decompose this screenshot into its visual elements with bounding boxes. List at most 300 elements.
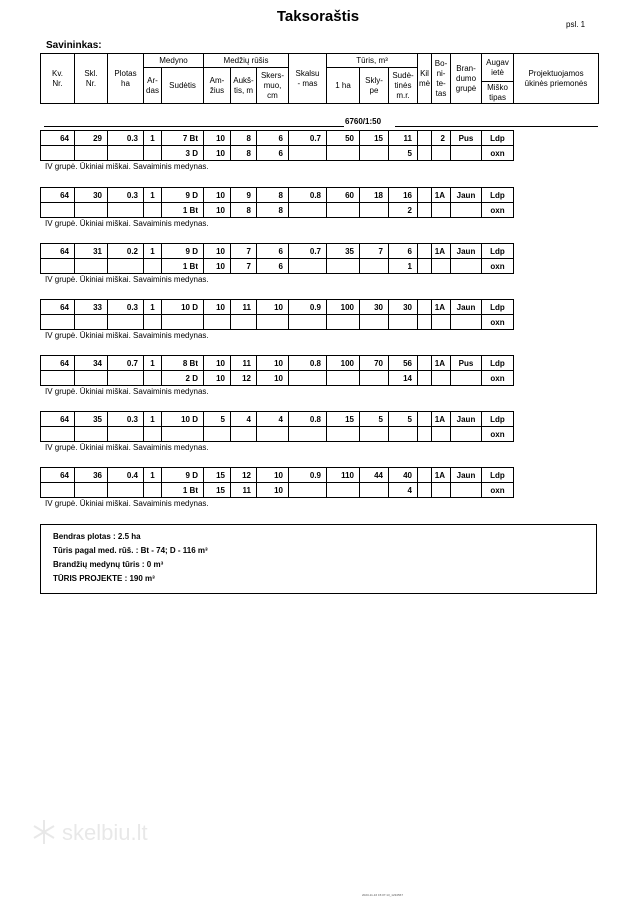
cell-brandumo: Pus xyxy=(451,131,482,146)
cell-sudetis xyxy=(162,427,204,442)
cell-plotas xyxy=(108,427,144,442)
cell-skersmuo: 6 xyxy=(257,146,289,161)
cell-t1ha xyxy=(327,259,360,274)
cell-amzius: 5 xyxy=(204,412,231,427)
cell-sklype: 7 xyxy=(360,244,389,259)
cell-augaviete: Ldp xyxy=(482,244,514,259)
cell-skersmuo: 6 xyxy=(257,131,289,146)
cell-plotas xyxy=(108,483,144,498)
cell-plotas: 0.4 xyxy=(108,468,144,483)
cell-sudetis xyxy=(162,315,204,330)
cell-kv: 64 xyxy=(41,468,75,483)
cell-misko-tipas: oxn xyxy=(482,146,514,161)
cell-sklype: 30 xyxy=(360,300,389,315)
cell-sklype xyxy=(360,315,389,330)
cell-t1ha: 50 xyxy=(327,131,360,146)
cell-kilme xyxy=(418,371,432,386)
header-skersmuo: Skers- muo, cm xyxy=(257,68,289,104)
cell-sudetis: 1 Bt xyxy=(162,203,204,218)
header-sudetis: Sudėtis xyxy=(162,68,204,104)
cell-sklype: 15 xyxy=(360,131,389,146)
cell-ardas: 1 xyxy=(144,300,162,315)
cell-skersmuo: 8 xyxy=(257,188,289,203)
cell-ardas xyxy=(144,427,162,442)
summary-box xyxy=(40,524,597,594)
cell-augaviete: Ldp xyxy=(482,412,514,427)
header-brandumo: Bran- dumo grupė xyxy=(451,54,482,104)
cell-ardas xyxy=(144,203,162,218)
cell-auksis: 7 xyxy=(231,259,257,274)
header-medziu-rusis: Medžių rūšis xyxy=(204,54,289,68)
header-medyno: Medyno xyxy=(144,54,204,68)
stand-table xyxy=(40,187,599,218)
header-skalsumas: Skalsu - mas xyxy=(289,54,327,104)
cell-skl: 36 xyxy=(75,468,108,483)
cell-skersmuo: 10 xyxy=(257,371,289,386)
header-projektuojamos: Projektuojamos ūkinės priemonės xyxy=(514,54,599,104)
cell-kv xyxy=(41,315,75,330)
cell-amzius: 10 xyxy=(204,259,231,274)
cell-sudetis: 2 D xyxy=(162,371,204,386)
cell-kv xyxy=(41,203,75,218)
cell-brandumo xyxy=(451,259,482,274)
cell-kv: 64 xyxy=(41,131,75,146)
cell-ardas xyxy=(144,146,162,161)
cell-auksis: 12 xyxy=(231,371,257,386)
stand-note: IV grupė. Ūkiniai miškai. Savaiminis medynas. xyxy=(45,387,209,396)
cell-projektuojamos xyxy=(514,300,599,315)
table-row xyxy=(41,131,599,146)
table-row xyxy=(41,412,599,427)
cell-projektuojamos xyxy=(514,244,599,259)
header-plotas: Plotas ha xyxy=(108,54,144,104)
cell-sudetis: 7 Bt xyxy=(162,131,204,146)
cell-sudetis: 9 D xyxy=(162,188,204,203)
cell-ardas xyxy=(144,259,162,274)
cell-bonitetas: 1A xyxy=(432,412,451,427)
cell-plotas xyxy=(108,259,144,274)
cell-t1ha: 60 xyxy=(327,188,360,203)
cell-sudetines: 4 xyxy=(389,483,418,498)
cell-amzius: 10 xyxy=(204,244,231,259)
section-label: 6760/1:50 xyxy=(345,117,382,126)
cell-misko-tipas: oxn xyxy=(482,427,514,442)
header-ardas: Ar- das xyxy=(144,68,162,104)
stand-table xyxy=(40,299,599,330)
cell-skalsumas xyxy=(289,371,327,386)
cell-amzius xyxy=(204,427,231,442)
cell-skl xyxy=(75,371,108,386)
cell-kv xyxy=(41,371,75,386)
cell-sklype xyxy=(360,427,389,442)
stand-table xyxy=(40,243,599,274)
cell-sudetines: 14 xyxy=(389,371,418,386)
cell-auksis: 8 xyxy=(231,203,257,218)
cell-sudetines xyxy=(389,315,418,330)
table-row xyxy=(41,146,599,161)
cell-auksis: 4 xyxy=(231,412,257,427)
table-row xyxy=(41,259,599,274)
cell-kilme xyxy=(418,300,432,315)
cell-misko-tipas: oxn xyxy=(482,203,514,218)
cell-sudetines: 2 xyxy=(389,203,418,218)
cell-plotas xyxy=(108,315,144,330)
cell-bonitetas xyxy=(432,427,451,442)
cell-skl: 34 xyxy=(75,356,108,371)
summary-mature-volume: Brandžių medynų tūris : 0 m³ xyxy=(53,560,164,569)
cell-auksis: 12 xyxy=(231,468,257,483)
cell-ardas: 1 xyxy=(144,468,162,483)
header-1ha: 1 ha xyxy=(327,68,360,104)
cell-skl xyxy=(75,483,108,498)
cell-plotas: 0.7 xyxy=(108,356,144,371)
stand-table xyxy=(40,130,599,161)
cell-ardas xyxy=(144,371,162,386)
cell-t1ha xyxy=(327,427,360,442)
cell-t1ha: 100 xyxy=(327,300,360,315)
cell-sklype xyxy=(360,259,389,274)
cell-plotas xyxy=(108,371,144,386)
header-kilme: Kil mė xyxy=(418,54,432,104)
cell-skl: 30 xyxy=(75,188,108,203)
cell-amzius: 10 xyxy=(204,356,231,371)
cell-amzius xyxy=(204,315,231,330)
cell-bonitetas xyxy=(432,483,451,498)
cell-augaviete: Ldp xyxy=(482,468,514,483)
cell-bonitetas: 1A xyxy=(432,244,451,259)
cell-kilme xyxy=(418,315,432,330)
cell-augaviete: Ldp xyxy=(482,131,514,146)
cell-brandumo: Jaun xyxy=(451,244,482,259)
cell-kv: 64 xyxy=(41,356,75,371)
cell-auksis: 11 xyxy=(231,356,257,371)
cell-skl: 29 xyxy=(75,131,108,146)
cell-kilme xyxy=(418,412,432,427)
cell-skl xyxy=(75,259,108,274)
cell-skalsumas xyxy=(289,315,327,330)
summary-project-volume: TŪRIS PROJEKTE : 190 m³ xyxy=(53,574,155,583)
cell-augaviete: Ldp xyxy=(482,188,514,203)
cell-kv: 64 xyxy=(41,300,75,315)
stand-note: IV grupė. Ūkiniai miškai. Savaiminis medynas. xyxy=(45,443,209,452)
cell-brandumo xyxy=(451,203,482,218)
cell-skersmuo: 6 xyxy=(257,244,289,259)
cell-misko-tipas: oxn xyxy=(482,371,514,386)
cell-kv: 64 xyxy=(41,412,75,427)
section-rule xyxy=(395,126,598,127)
cell-skalsumas xyxy=(289,483,327,498)
cell-sklype xyxy=(360,203,389,218)
cell-bonitetas xyxy=(432,259,451,274)
cell-sudetis: 10 D xyxy=(162,412,204,427)
cell-sklype xyxy=(360,146,389,161)
cell-skersmuo: 10 xyxy=(257,468,289,483)
cell-sklype xyxy=(360,371,389,386)
cell-sudetines: 30 xyxy=(389,300,418,315)
cell-plotas: 0.3 xyxy=(108,412,144,427)
cell-sudetines xyxy=(389,427,418,442)
cell-t1ha xyxy=(327,315,360,330)
page-number: psl. 1 xyxy=(566,20,586,29)
cell-sklype: 18 xyxy=(360,188,389,203)
owner-label: Savininkas: xyxy=(46,40,102,51)
cell-kv xyxy=(41,483,75,498)
cell-skalsumas: 0.8 xyxy=(289,412,327,427)
cell-sudetis: 3 D xyxy=(162,146,204,161)
stand-table xyxy=(40,355,599,386)
cell-auksis: 9 xyxy=(231,188,257,203)
cell-skersmuo: 10 xyxy=(257,483,289,498)
cell-ardas: 1 xyxy=(144,244,162,259)
stand-note: IV grupė. Ūkiniai miškai. Savaiminis medynas. xyxy=(45,331,209,340)
cell-auksis xyxy=(231,427,257,442)
cell-bonitetas xyxy=(432,203,451,218)
cell-sudetines: 56 xyxy=(389,356,418,371)
cell-auksis: 11 xyxy=(231,483,257,498)
header-auksis: Aukš- tis, m xyxy=(231,68,257,104)
cell-projektuojamos xyxy=(514,371,599,386)
cell-plotas: 0.2 xyxy=(108,244,144,259)
cell-projektuojamos xyxy=(514,131,599,146)
cell-projektuojamos xyxy=(514,146,599,161)
snowflake-logo-icon xyxy=(32,812,192,852)
summary-total-area: Bendras plotas : 2.5 ha xyxy=(53,532,141,541)
cell-skl xyxy=(75,203,108,218)
cell-skl: 33 xyxy=(75,300,108,315)
cell-t1ha: 110 xyxy=(327,468,360,483)
cell-projektuojamos xyxy=(514,468,599,483)
cell-amzius: 15 xyxy=(204,483,231,498)
table-row xyxy=(41,371,599,386)
header-bonitetas: Bo- ni- te- tas xyxy=(432,54,451,104)
table-row xyxy=(41,300,599,315)
cell-projektuojamos xyxy=(514,356,599,371)
cell-bonitetas: 2 xyxy=(432,131,451,146)
cell-skalsumas xyxy=(289,427,327,442)
watermark xyxy=(32,812,192,852)
cell-skalsumas xyxy=(289,146,327,161)
cell-auksis: 7 xyxy=(231,244,257,259)
cell-ardas: 1 xyxy=(144,412,162,427)
table-row xyxy=(41,203,599,218)
cell-amzius: 10 xyxy=(204,203,231,218)
cell-kv xyxy=(41,259,75,274)
cell-amzius: 10 xyxy=(204,146,231,161)
stand-note: IV grupė. Ūkiniai miškai. Savaiminis medynas. xyxy=(45,219,209,228)
cell-sudetines: 40 xyxy=(389,468,418,483)
cell-bonitetas: 1A xyxy=(432,300,451,315)
cell-projektuojamos xyxy=(514,315,599,330)
cell-brandumo xyxy=(451,483,482,498)
cell-kv xyxy=(41,146,75,161)
cell-projektuojamos xyxy=(514,188,599,203)
cell-skersmuo xyxy=(257,427,289,442)
table-row xyxy=(41,427,599,442)
cell-projektuojamos xyxy=(514,259,599,274)
cell-skl xyxy=(75,315,108,330)
cell-brandumo: Jaun xyxy=(451,468,482,483)
cell-bonitetas: 1A xyxy=(432,356,451,371)
cell-amzius: 15 xyxy=(204,468,231,483)
cell-amzius: 10 xyxy=(204,371,231,386)
cell-sudetines: 6 xyxy=(389,244,418,259)
cell-skersmuo: 4 xyxy=(257,412,289,427)
cell-kilme xyxy=(418,146,432,161)
cell-bonitetas xyxy=(432,146,451,161)
cell-kv: 64 xyxy=(41,244,75,259)
cell-brandumo xyxy=(451,315,482,330)
cell-skl xyxy=(75,146,108,161)
cell-amzius: 10 xyxy=(204,188,231,203)
cell-misko-tipas: oxn xyxy=(482,483,514,498)
cell-kilme xyxy=(418,483,432,498)
cell-brandumo: Jaun xyxy=(451,412,482,427)
cell-t1ha xyxy=(327,371,360,386)
table-row xyxy=(41,356,599,371)
cell-brandumo: Jaun xyxy=(451,300,482,315)
cell-kilme xyxy=(418,244,432,259)
cell-auksis: 8 xyxy=(231,146,257,161)
stand-note: IV grupė. Ūkiniai miškai. Savaiminis medynas. xyxy=(45,499,209,508)
cell-kilme xyxy=(418,259,432,274)
cell-skalsumas: 0.9 xyxy=(289,468,327,483)
cell-sudetis: 9 D xyxy=(162,468,204,483)
cell-augaviete: Ldp xyxy=(482,356,514,371)
cell-sudetis: 10 D xyxy=(162,300,204,315)
cell-brandumo xyxy=(451,371,482,386)
cell-bonitetas: 1A xyxy=(432,188,451,203)
cell-ardas: 1 xyxy=(144,356,162,371)
cell-plotas: 0.3 xyxy=(108,131,144,146)
cell-t1ha: 35 xyxy=(327,244,360,259)
cell-kilme xyxy=(418,356,432,371)
cell-sudetis: 8 Bt xyxy=(162,356,204,371)
cell-misko-tipas: oxn xyxy=(482,259,514,274)
cell-skalsumas: 0.9 xyxy=(289,300,327,315)
cell-skalsumas: 0.7 xyxy=(289,131,327,146)
cell-kilme xyxy=(418,468,432,483)
cell-auksis: 8 xyxy=(231,131,257,146)
cell-sudetines: 16 xyxy=(389,188,418,203)
header-augaviete: Augav ietė xyxy=(482,54,514,82)
header-skl: Skl. Nr. xyxy=(75,54,108,104)
cell-skersmuo: 10 xyxy=(257,356,289,371)
cell-skersmuo xyxy=(257,315,289,330)
cell-kilme xyxy=(418,203,432,218)
cell-sudetines: 1 xyxy=(389,259,418,274)
cell-plotas: 0.3 xyxy=(108,188,144,203)
table-row xyxy=(41,244,599,259)
header-sudetines: Sudė- tinės m.r. xyxy=(389,68,418,104)
cell-amzius: 10 xyxy=(204,131,231,146)
cell-t1ha: 100 xyxy=(327,356,360,371)
cell-bonitetas xyxy=(432,371,451,386)
header-kv: Kv. Nr. xyxy=(41,54,75,104)
cell-kilme xyxy=(418,131,432,146)
table-row xyxy=(41,468,599,483)
cell-brandumo xyxy=(451,146,482,161)
cell-t1ha xyxy=(327,483,360,498)
page-title: Taksoraštis xyxy=(276,8,360,25)
cell-skalsumas xyxy=(289,203,327,218)
table-row xyxy=(41,483,599,498)
cell-ardas: 1 xyxy=(144,131,162,146)
cell-kilme xyxy=(418,188,432,203)
cell-plotas xyxy=(108,146,144,161)
cell-sudetines: 11 xyxy=(389,131,418,146)
cell-sklype xyxy=(360,483,389,498)
cell-projektuojamos xyxy=(514,483,599,498)
section-underline xyxy=(44,126,344,127)
cell-projektuojamos xyxy=(514,203,599,218)
cell-bonitetas xyxy=(432,315,451,330)
cell-sklype: 44 xyxy=(360,468,389,483)
cell-amzius: 10 xyxy=(204,300,231,315)
cell-kv xyxy=(41,427,75,442)
summary-volume-by-species: Tūris pagal med. rūš. : Bt - 74; D - 116 m³ xyxy=(53,546,208,555)
cell-plotas: 0.3 xyxy=(108,300,144,315)
cell-auksis xyxy=(231,315,257,330)
cell-skalsumas: 0.8 xyxy=(289,188,327,203)
table-row xyxy=(41,315,599,330)
stand-table xyxy=(40,467,599,498)
cell-skersmuo: 10 xyxy=(257,300,289,315)
cell-kv: 64 xyxy=(41,188,75,203)
stand-note: IV grupė. Ūkiniai miškai. Savaiminis medynas. xyxy=(45,275,209,284)
cell-sudetis: 1 Bt xyxy=(162,259,204,274)
cell-sklype: 5 xyxy=(360,412,389,427)
cell-brandumo: Jaun xyxy=(451,188,482,203)
cell-t1ha xyxy=(327,203,360,218)
cell-ardas xyxy=(144,483,162,498)
cell-projektuojamos xyxy=(514,427,599,442)
stand-note: IV grupė. Ūkiniai miškai. Savaiminis medynas. xyxy=(45,162,209,171)
cell-skl: 35 xyxy=(75,412,108,427)
cell-sudetines: 5 xyxy=(389,146,418,161)
cell-ardas xyxy=(144,315,162,330)
table-header xyxy=(40,53,599,104)
cell-skl xyxy=(75,427,108,442)
watermark-text: skelbiu.lt xyxy=(62,820,148,845)
cell-skalsumas xyxy=(289,259,327,274)
cell-sudetis: 1 Bt xyxy=(162,483,204,498)
stand-table xyxy=(40,411,599,442)
cell-t1ha xyxy=(327,146,360,161)
cell-skersmuo: 6 xyxy=(257,259,289,274)
cell-kilme xyxy=(418,427,432,442)
cell-skl: 31 xyxy=(75,244,108,259)
cell-brandumo: Pus xyxy=(451,356,482,371)
cell-bonitetas: 1A xyxy=(432,468,451,483)
header-turis: Tūris, m³ xyxy=(327,54,418,68)
cell-sudetis: 9 D xyxy=(162,244,204,259)
footer-stamp: 2023-11-16 15:07:13_1234567 xyxy=(362,893,403,897)
cell-sudetines: 5 xyxy=(389,412,418,427)
cell-plotas xyxy=(108,203,144,218)
cell-misko-tipas: oxn xyxy=(482,315,514,330)
cell-augaviete: Ldp xyxy=(482,300,514,315)
cell-auksis: 11 xyxy=(231,300,257,315)
cell-skalsumas: 0.7 xyxy=(289,244,327,259)
table-row xyxy=(41,188,599,203)
cell-ardas: 1 xyxy=(144,188,162,203)
cell-skalsumas: 0.8 xyxy=(289,356,327,371)
cell-t1ha: 15 xyxy=(327,412,360,427)
cell-brandumo xyxy=(451,427,482,442)
header-amzius: Am- žius xyxy=(204,68,231,104)
cell-sklype: 70 xyxy=(360,356,389,371)
cell-skersmuo: 8 xyxy=(257,203,289,218)
